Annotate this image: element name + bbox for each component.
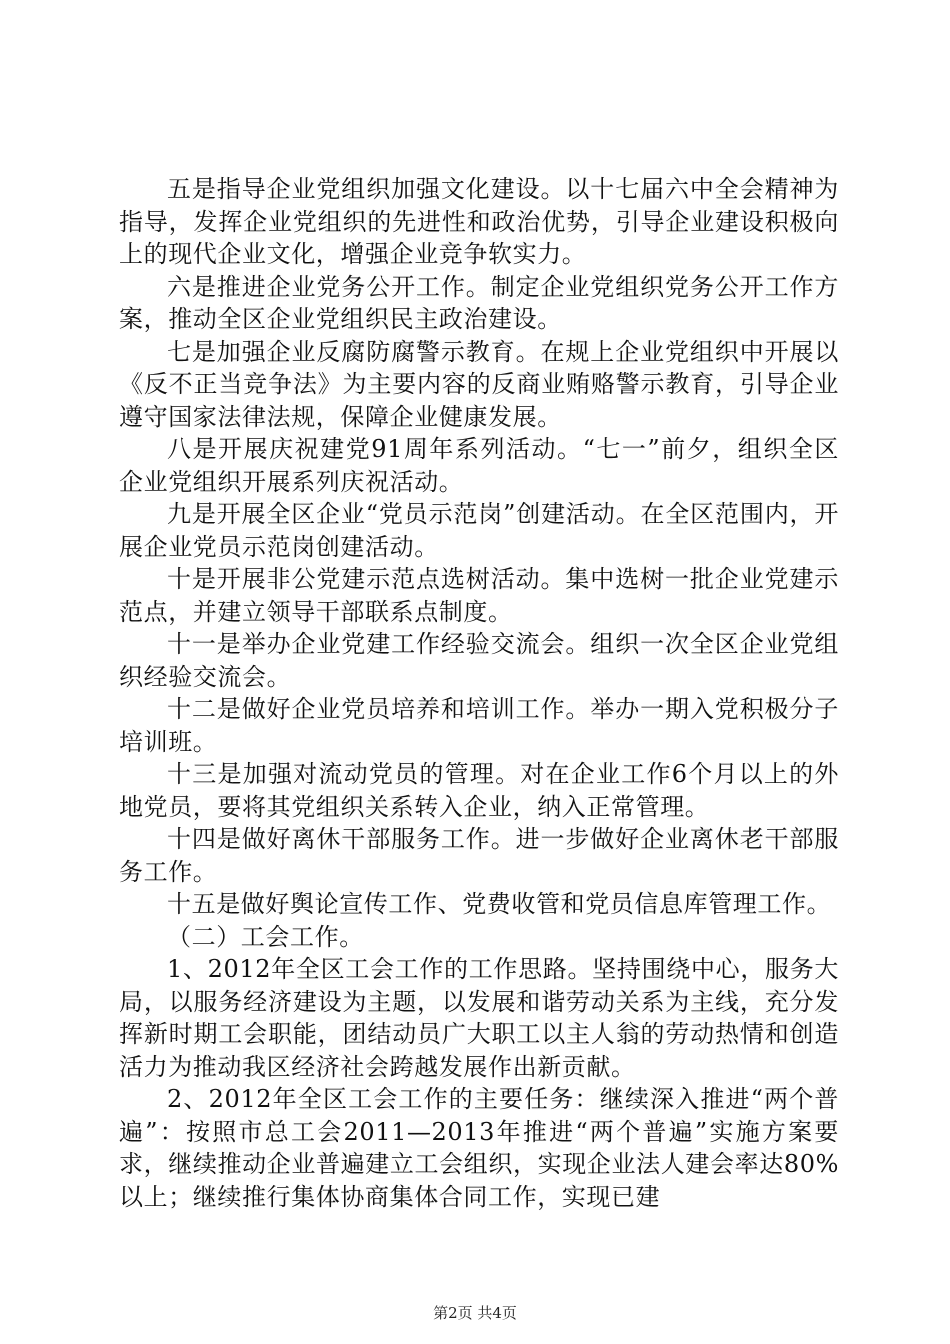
- paragraph-retired-cadres: 十四是做好离休干部服务工作。进一步做好企业离休老干部服务工作。: [119, 825, 839, 886]
- paragraph-demonstration-sites: 十是开展非公党建示范点选树活动。集中选树一批企业党建示范点，并建立领导干部联系点制度。: [119, 565, 839, 626]
- paragraph-culture-building: 五是指导企业党组织加强文化建设。以十七届六中全会精神为指导，发挥企业党组织的先进性和政治优势，引导企业建设积极向上的现代企业文化，增强企业竞争软实力。: [119, 175, 839, 268]
- paragraph-publicity-dues: 十五是做好舆论宣传工作、党费收管和党员信息库管理工作。: [167, 890, 832, 918]
- paragraph-union-tasks: 2、2012年全区工会工作的主要任务：继续深入推进“两个普遍”：按照市总工会2011—2013年推进“两个普遍”实施方案要求，继续推动企业普遍建立工会组织，实现企业法人建会率达80%以上；继续推行集体协商集体合同工作，实现已建: [119, 1085, 839, 1211]
- paragraph-anniversary-activities: 八是开展庆祝建党91周年系列活动。“七一”前夕，组织全区企业党组织开展系列庆祝活动。: [119, 435, 839, 496]
- section-heading-union-work: （二）工会工作。: [167, 922, 364, 951]
- paragraph-mobile-members: 十三是加强对流动党员的管理。对在企业工作6个月以上的外地党员，要将其党组织关系转入企业，纳入正常管理。: [119, 760, 839, 821]
- paragraph-union-approach: 1、2012年全区工会工作的工作思路。坚持围绕中心，服务大局，以服务经济建设为主题，以发展和谐劳动关系为主线，充分发挥新时期工会职能，团结动员广大职工以主人翁的劳动热情和创造活力为推动我区经济社会跨越发展作出新贡献。: [119, 955, 839, 1081]
- paragraph-member-training: 十二是做好企业党员培养和培训工作。举办一期入党积极分子培训班。: [119, 695, 839, 756]
- paragraph-party-affairs-openness: 六是推进企业党务公开工作。制定企业党组织党务公开工作方案，推动全区企业党组织民主政治建设。: [119, 272, 839, 333]
- paragraph-anti-corruption-education: 七是加强企业反腐防腐警示教育。在规上企业党组织中开展以《反不正当竞争法》为主要内容的反商业贿赂警示教育，引导企业遵守国家法律法规，保障企业健康发展。: [119, 337, 839, 431]
- paragraph-experience-exchange: 十一是举办企业党建工作经验交流会。组织一次全区企业党组织经验交流会。: [119, 630, 839, 691]
- page-number-footer: 第2页 共4页: [433, 1304, 517, 1322]
- document-body: [119, 173, 839, 1213]
- paragraph-model-post-campaign: 九是开展全区企业“党员示范岗”创建活动。在全区范围内，开展企业党员示范岗创建活动。: [119, 500, 839, 561]
